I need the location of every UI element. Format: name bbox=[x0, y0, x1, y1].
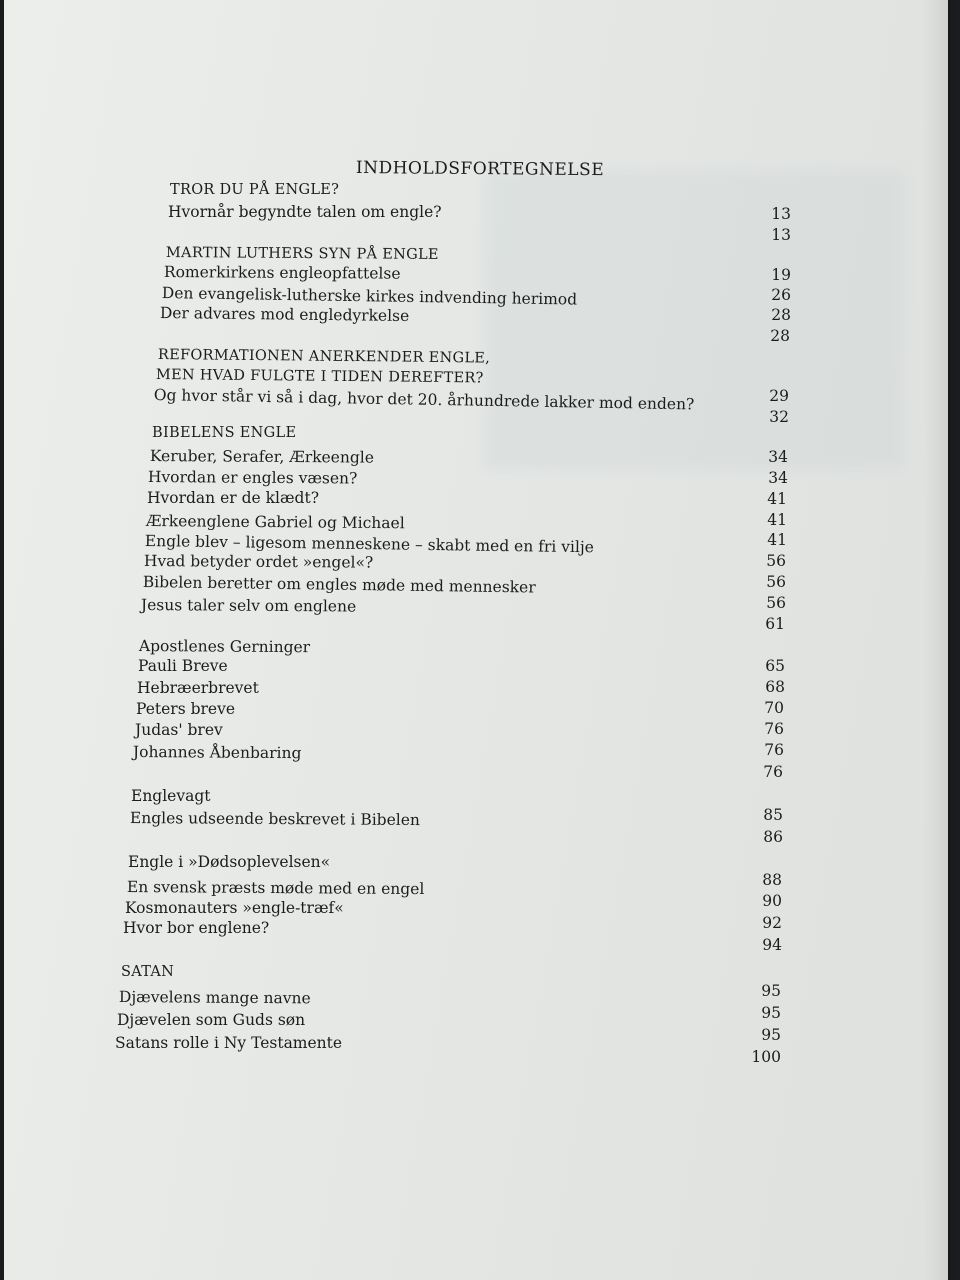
page-number: 76 bbox=[763, 763, 783, 781]
page-number: 56 bbox=[766, 573, 786, 591]
page-number: 32 bbox=[769, 408, 789, 426]
page-number: 19 bbox=[771, 266, 791, 284]
page-number: 41 bbox=[767, 531, 787, 549]
page-number: 88 bbox=[762, 871, 782, 889]
toc-entry: Djævelens mange navne bbox=[118, 988, 311, 1008]
page-number: 95 bbox=[761, 1026, 781, 1044]
toc-entry: Der advares mod engledyrkelse bbox=[159, 303, 410, 326]
toc-entry: Kosmonauters »engle-træf« bbox=[125, 899, 344, 917]
toc-entry: MEN HVAD FULGTE I TIDEN DEREFTER? bbox=[155, 366, 484, 387]
toc-entry: Satans rolle i Ny Testamente bbox=[115, 1034, 343, 1052]
page-number: 41 bbox=[767, 511, 787, 529]
page-number: 70 bbox=[764, 699, 784, 717]
toc-entry: Jesus taler selv om englene bbox=[140, 596, 357, 616]
toc-entry: Apostlenes Gerninger bbox=[138, 637, 311, 657]
page-number: 56 bbox=[766, 552, 786, 570]
toc-entry: Hebræerbrevet bbox=[137, 679, 259, 697]
toc-entry: REFORMATIONEN ANERKENDER ENGLE, bbox=[157, 346, 491, 367]
page-number: 95 bbox=[761, 982, 781, 1000]
toc-entry: Peters breve bbox=[136, 700, 236, 718]
page-number: 85 bbox=[763, 806, 783, 824]
page-number: 90 bbox=[762, 892, 782, 910]
page-number: 100 bbox=[751, 1048, 781, 1066]
toc-entry: Og hvor står vi så i dag, hvor det 20. århundrede lakker mod enden? bbox=[153, 385, 695, 414]
page-number: 76 bbox=[764, 720, 784, 738]
toc-entry: SATAN bbox=[121, 964, 175, 980]
page-number: 86 bbox=[763, 828, 783, 846]
page-number: 61 bbox=[765, 615, 785, 633]
toc-entry: Engles udseende beskrevet i Bibelen bbox=[129, 809, 420, 830]
page-number: 28 bbox=[771, 306, 791, 324]
toc-entry: Judas' brev bbox=[135, 721, 223, 739]
toc-entry: Engle i »Dødsoplevelsen« bbox=[128, 853, 331, 871]
toc-entry: Ærkeenglene Gabriel og Michael bbox=[145, 511, 405, 533]
page-number: 26 bbox=[771, 286, 791, 304]
toc-entry: MARTIN LUTHERS SYN PÅ ENGLE bbox=[165, 244, 439, 263]
page-number: 13 bbox=[771, 205, 791, 223]
page-number: 76 bbox=[764, 741, 784, 759]
toc-entry: TROR DU PÅ ENGLE? bbox=[170, 182, 340, 198]
toc-entry: Hvornår begyndte talen om engle? bbox=[168, 203, 442, 221]
toc-entry: Pauli Breve bbox=[138, 657, 228, 675]
page-number: 65 bbox=[765, 657, 785, 675]
toc-entry: Hvordan er engles væsen? bbox=[147, 467, 358, 488]
page-title: INDHOLDSFORTEGNELSE bbox=[355, 158, 605, 181]
toc-entry: Hvor bor englene? bbox=[123, 919, 270, 937]
toc-entry: Johannes Åbenbaring bbox=[132, 743, 302, 763]
toc-entry: Hvordan er de klædt? bbox=[147, 489, 319, 507]
page-number: 68 bbox=[765, 678, 785, 696]
page-number: 95 bbox=[761, 1004, 781, 1022]
toc-entry: Bibelen beretter om engles møde med mennesker bbox=[142, 572, 536, 597]
page-number: 13 bbox=[771, 226, 791, 244]
page-number: 34 bbox=[768, 469, 788, 487]
page-number: 56 bbox=[766, 594, 786, 612]
toc-entry: Romerkirkens engleopfattelse bbox=[163, 262, 401, 283]
page-number: 29 bbox=[769, 387, 789, 405]
toc-entry: Den evangelisk-lutherske kirkes indvending herimod bbox=[161, 283, 578, 309]
page-number: 34 bbox=[768, 448, 788, 466]
page-number: 41 bbox=[767, 490, 787, 508]
page-number: 92 bbox=[762, 914, 782, 932]
toc-entry: BIBELENS ENGLE bbox=[152, 425, 297, 441]
page-number: 28 bbox=[770, 327, 790, 345]
toc-entry: Hvad betyder ordet »engel«? bbox=[143, 552, 374, 572]
toc-entry: Djævelen som Guds søn bbox=[117, 1011, 306, 1029]
page-number: 94 bbox=[762, 936, 782, 954]
toc-entry: Englevagt bbox=[131, 787, 211, 805]
toc-entry: En svensk præsts møde med en engel bbox=[126, 878, 425, 899]
toc-entry: Keruber, Serafer, Ærkeengle bbox=[149, 446, 374, 467]
toc-entry: Engle blev – ligesom menneskene – skabt med en fri vilje bbox=[144, 531, 594, 557]
